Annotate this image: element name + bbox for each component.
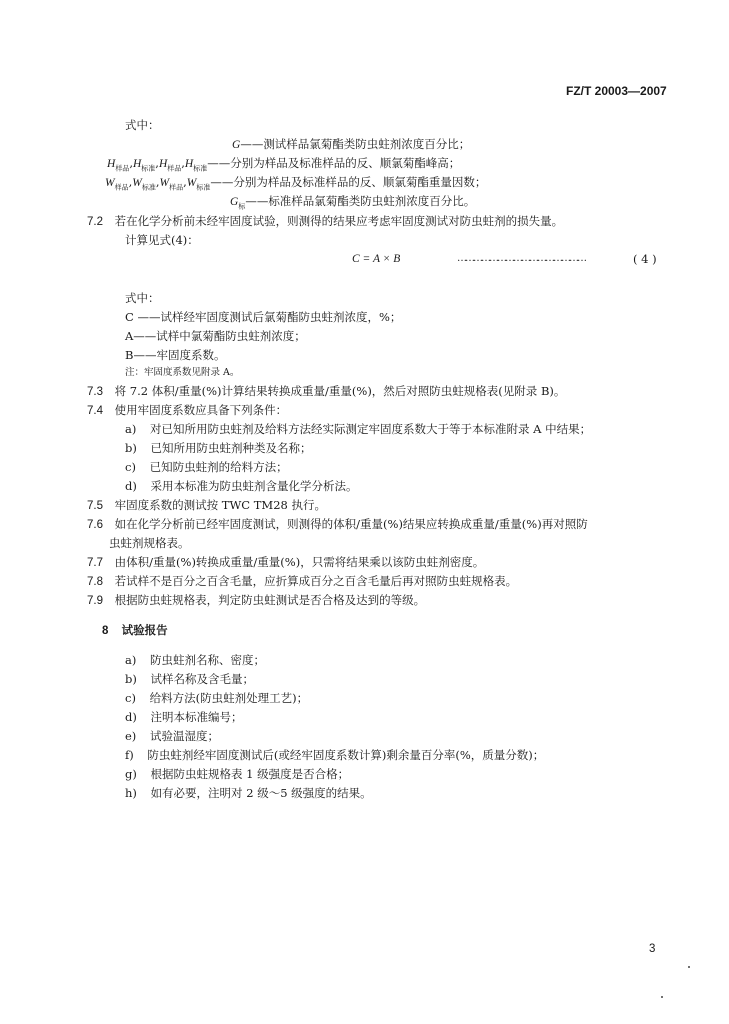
list-item	[125, 460, 288, 474]
clause-7-5	[87, 498, 326, 513]
list-item-text: 试验温湿度；	[149, 729, 219, 743]
clause-number: 7.4	[87, 405, 103, 417]
var-gstd-desc: ——标准样品氯菊酯类防虫蛀剂浓度百分比。	[245, 194, 476, 208]
list-item-label: h)	[125, 786, 137, 800]
var-w-desc: ——分别为样品及标准样品的反、顺氯菊酯重量因数；	[210, 175, 487, 189]
clause-7-7	[87, 555, 484, 570]
list-item-text: 给料方法(防虫蛀剂处理工艺)；	[149, 691, 309, 705]
list-item-label: d)	[125, 710, 137, 724]
page-number: 3	[649, 943, 656, 955]
var-h-sub3: 样品	[167, 164, 182, 173]
clause-number: 7.6	[87, 519, 103, 531]
standard-number: FZ/T 20003—2007	[566, 84, 667, 98]
list-item	[125, 653, 265, 667]
list-item-label: d)	[125, 479, 137, 493]
list-item-label: c)	[125, 691, 136, 705]
clause-number: 7.3	[87, 386, 103, 398]
list-item-label: b)	[125, 441, 137, 455]
list-item-text: 对已知所用防虫蛀剂及给料方法经实际测定牢固度系数大于等于本标准附录 A 中结果；	[150, 422, 592, 436]
clause-text: 根据防虫蛀规格表，判定防虫蛀测试是否合格及达到的等级。	[114, 593, 426, 607]
clause-7-3	[87, 384, 565, 399]
var-w-sub4: 标准	[196, 183, 211, 192]
list-item-text: 根据防虫蛀规格表 1 级强度是否合格；	[150, 767, 350, 781]
var-gstd-symbol: G	[230, 196, 239, 208]
list-item-label: a)	[125, 653, 137, 667]
list-item	[125, 729, 219, 743]
var-a-definition: A——试样中氯菊酯防虫蛀剂浓度；	[125, 329, 306, 343]
clause-7-8	[87, 574, 517, 589]
list-item-label: b)	[125, 672, 137, 686]
clause-text: 若在化学分析前未经牢固度试验，则测得的结果应考虑牢固度测试对防虫蛀剂的损失量。	[114, 214, 564, 228]
var-gstd-sub: 标	[238, 202, 246, 211]
var-gstd-line	[230, 194, 475, 213]
clause-number: 7.7	[87, 557, 103, 569]
section-number: 8	[102, 625, 109, 637]
clause-number: 7.2	[87, 216, 103, 228]
var-h-sub2: 标准	[141, 164, 156, 173]
scan-speck	[661, 996, 663, 998]
note-appendix-a: 注：牢固度系数见附录 A。	[125, 367, 240, 378]
clause-7-6-continued: 虫蛀剂规格表。	[109, 536, 190, 550]
list-item-text: 试样名称及含毛量；	[150, 672, 255, 686]
clause-7-6	[87, 517, 588, 532]
list-item-text: 注明本标准编号；	[150, 710, 243, 724]
list-item	[125, 422, 591, 436]
list-item-text: 采用本标准为防虫蛀剂含量化学分析法。	[150, 479, 358, 493]
list-item-label: c)	[125, 460, 136, 474]
clause-number: 7.5	[87, 500, 103, 512]
section-8-heading	[102, 624, 168, 638]
clause-number: 7.9	[87, 595, 103, 607]
list-item	[125, 672, 254, 686]
var-h-line: $H_{样品},H_{标准},H_{样品},H_{标准}——$分别为样品及标准样品的反、顺氯菊酯峰高；	[107, 156, 461, 173]
list-item-text: 已知所用防虫蛀剂种类及名称；	[150, 441, 312, 455]
formula-4-intro: 式中：	[125, 291, 160, 305]
var-g-line	[232, 137, 470, 152]
clause-7-2	[87, 214, 563, 229]
var-w-line: $W_{样品},W_{标准},W_{样品},W_{标准}——$分别为样品及标准样品的反、顺氯菊酯重量因数；	[105, 175, 487, 192]
var-w-sub3: 样品	[169, 183, 184, 192]
var-h-desc: ——分别为样品及标准样品的反、顺氯菊酯峰高；	[207, 156, 461, 170]
formula-intro: 式中：	[125, 118, 160, 132]
var-w-sub1: 样品	[114, 183, 129, 192]
formula-4: C = A × B	[352, 253, 401, 265]
var-w-sub2: 标准	[141, 183, 156, 192]
var-g-symbol: G	[232, 139, 241, 151]
var-h-sub4: 标准	[193, 164, 208, 173]
calc-reference: 计算见式(4)：	[125, 233, 199, 247]
list-item-text: 防虫蛀剂经牢固度测试后(或经牢固度系数计算)剩余量百分率(%，质量分数)；	[147, 748, 545, 762]
var-h-sub1: 样品	[115, 164, 130, 173]
clause-text: 由体积/重量(%)转换成重量/重量(%)，只需将结果乘以该防虫蛀剂密度。	[114, 555, 485, 569]
var-g-desc: ——测试样品氯菊酯类防虫蛀剂浓度百分比；	[240, 137, 471, 151]
var-c-definition: C ——试样经牢固度测试后氯菊酯防虫蛀剂浓度，%；	[125, 310, 402, 324]
list-item-label: f)	[125, 748, 134, 762]
list-item	[125, 441, 312, 455]
clause-number: 7.8	[87, 576, 103, 588]
clause-text: 将 7.2 体积/重量(%)计算结果转换成重量/重量(%)，然后对照防虫蛀规格表(见附录 B)。	[114, 384, 566, 398]
list-item-label: e)	[125, 729, 137, 743]
list-item	[125, 786, 372, 800]
list-item	[125, 691, 308, 705]
clause-text: 如在化学分析前已经牢固度测试，则测得的体积/重量(%)结果应转换成重量/重量(%)再对照防	[114, 517, 588, 531]
list-item-text: 如有必要，注明对 2 级～5 级强度的结果。	[150, 786, 372, 800]
clause-7-4	[87, 403, 287, 418]
list-item-label: g)	[125, 767, 137, 781]
clause-text: 使用牢固度系数应具备下列条件：	[114, 403, 288, 417]
list-item	[125, 479, 358, 493]
list-item	[125, 710, 243, 724]
list-item	[125, 748, 544, 762]
equation-number: ( 4 )	[633, 252, 657, 266]
clause-text: 牢固度系数的测试按 TWC TM28 执行。	[114, 498, 326, 512]
list-item-text: 已知防虫蛀剂的给料方法；	[149, 460, 288, 474]
scan-speck	[688, 966, 690, 968]
section-title: 试验报告	[121, 625, 168, 637]
clause-text: 若试样不是百分之百含毛量，应折算成百分之百含毛量后再对照防虫蛀规格表。	[114, 574, 518, 588]
clause-7-9	[87, 593, 425, 608]
list-item-label: a)	[125, 422, 137, 436]
list-item	[125, 767, 349, 781]
list-item-text: 防虫蛀剂名称、密度；	[150, 653, 265, 667]
var-b-definition: B——牢固度系数。	[125, 348, 226, 362]
formula-leader-dots: …………………………………………	[457, 253, 585, 264]
